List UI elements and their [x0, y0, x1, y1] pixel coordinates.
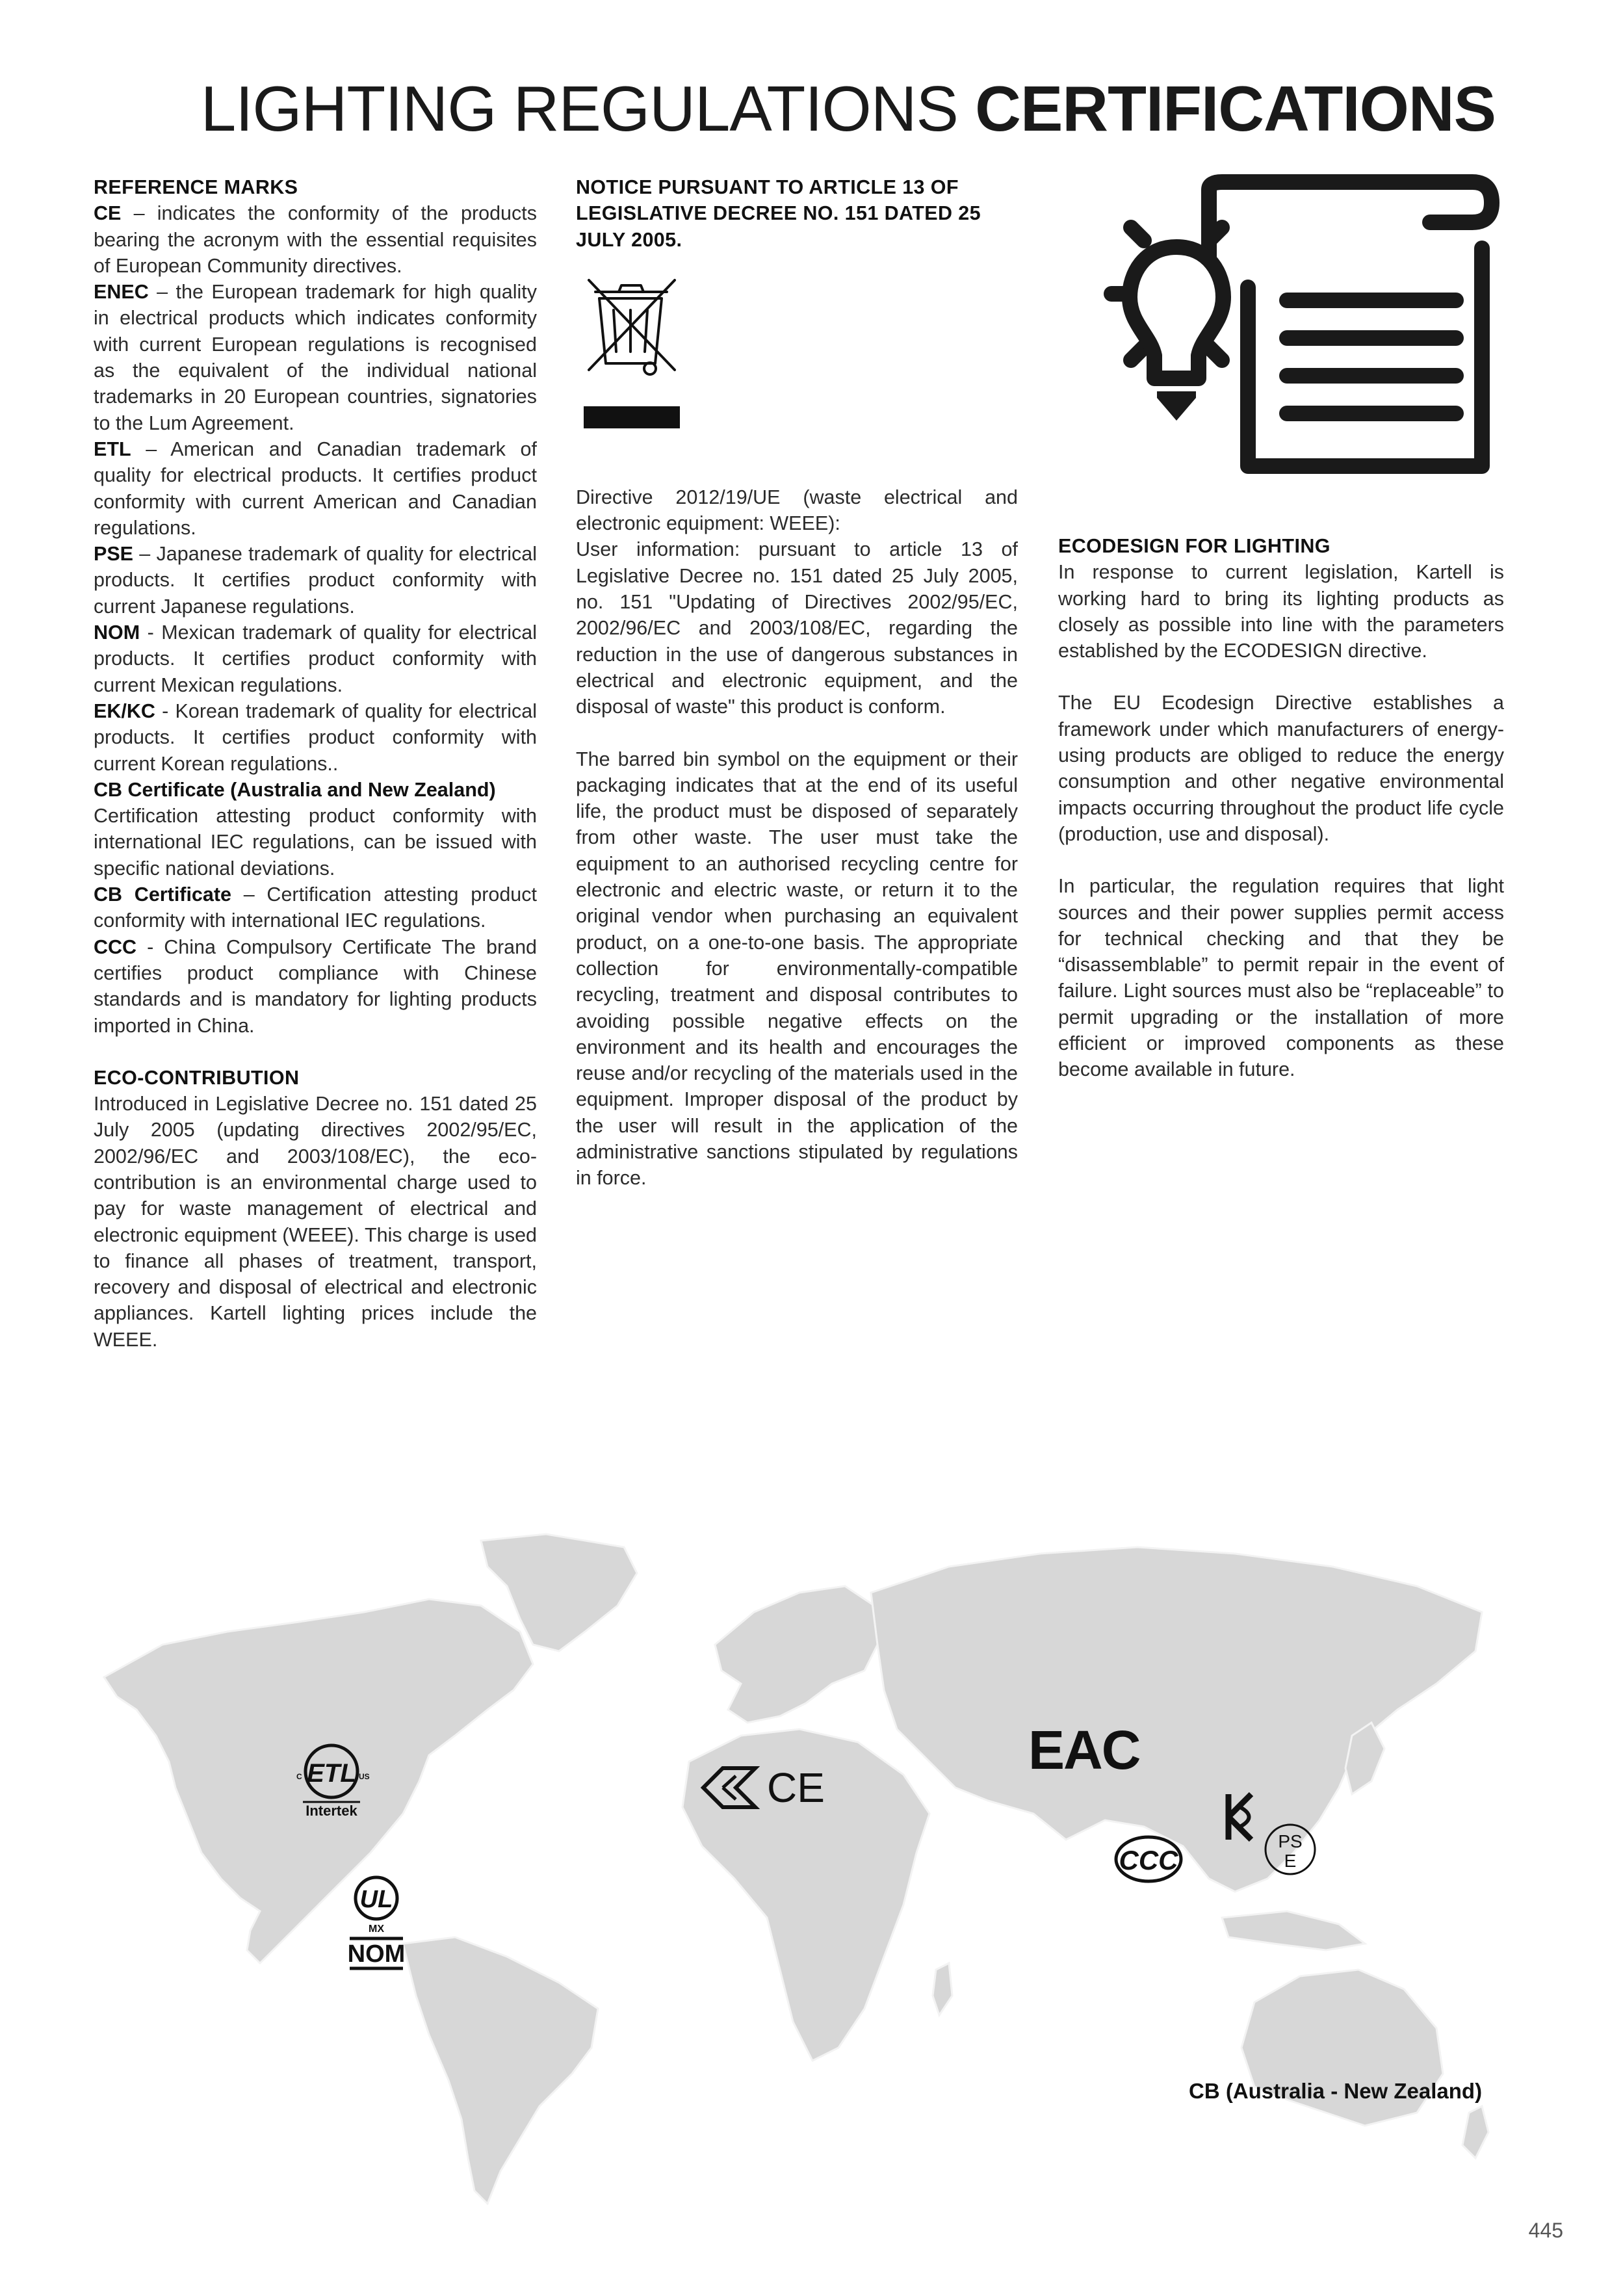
page-number: 445 [1528, 2219, 1563, 2242]
crossed-out-wheelie-bin-icon [576, 253, 706, 467]
eac-mark: EAC [1028, 1719, 1140, 1781]
page-title [200, 73, 1496, 144]
ecodesign-column [1058, 533, 1504, 1083]
ccc-mark [1113, 1833, 1184, 1885]
weee-symbol [576, 253, 1018, 484]
lightbulb-document-icon [1092, 170, 1514, 482]
svg-text:ETL: ETL [307, 1759, 356, 1788]
enec-ce-mark [697, 1762, 827, 1814]
ul-mx-label: MX [369, 1924, 384, 1935]
reference-marks-column [94, 174, 537, 1353]
notice-heading: NOTICE PURSUANT TO ARTICLE 13 OF LEGISLATIVE DECREE NO. 151 DATED 25 JULY 2005. [576, 176, 981, 251]
ref-item-ekkc: EK/KC - Korean trademark of quality for electrical products. It certifies product conformity with current Korean regulations.. [94, 699, 537, 775]
europe [715, 1586, 884, 1723]
kc-mark [1222, 1788, 1261, 1846]
notice-paragraph-1: Directive 2012/19/UE (waste electrical and electronic equipment: WEEE): [576, 486, 1018, 535]
etl-c-label: C [296, 1772, 302, 1781]
ref-item-cb-anz-text: Certification attesting product conformity with international IEC regulations, can be issued with specific national deviations. [94, 805, 537, 880]
weee-bar [584, 406, 680, 428]
cb-australia-nz-label: CB (Australia - New Zealand) [1189, 2079, 1483, 2103]
ref-item-cb-anz-heading: CB Certificate (Australia and New Zealand) [94, 778, 496, 801]
pse-line2: E [1284, 1851, 1297, 1871]
ecodesign-heading: ECODESIGN FOR LIGHTING [1058, 535, 1331, 557]
page-title-bold: CERTIFICATIONS [975, 73, 1496, 144]
ccc-label: CCC [1119, 1845, 1178, 1875]
ul-nom-mark [347, 1872, 406, 1976]
etl-mark [286, 1739, 377, 1830]
ce-label: CE [767, 1764, 825, 1811]
etl-intertek-label: Intertek [305, 1803, 357, 1819]
ref-item-ccc: CCC - China Compulsory Certificate The brand certifies product compliance with Chinese standards and is mandatory for lighting products imported in China. [94, 935, 537, 1037]
indonesia [1222, 1911, 1365, 1950]
ref-item-pse: PSE – Japanese trademark of quality for electrical products. It certifies product conformity with current Japanese regulations. [94, 543, 537, 618]
ref-item-cb: CB Certificate – Certification attesting product conformity with international IEC regulations. [94, 883, 537, 932]
ref-item-nom: NOM - Mexican trademark of quality for electrical products. It certifies product conformity with current Mexican regulations. [94, 621, 537, 696]
etl-us-label: US [359, 1772, 370, 1781]
ecodesign-paragraph-2: The EU Ecodesign Directive establishes a framework under which manufacturers of energy-using products are obliged to reduce the energy consumption and other negative environmental impacts occurring throughout the product life cycle (production, use and disposal). [1058, 692, 1504, 845]
eco-contribution-text: Introduced in Legislative Decree no. 151 dated 25 July 2005 (updating directives 2002/95/EC, 2002/96/EC and 2003/108/EC), the eco-contribution is an environmental charge used to pay for waste management of electrical and electronic equipment (WEEE). This charge is used to finance all phases of treatment, transport, recovery and disposal of electrical and electronic appliances. Kartell lighting prices include the WEEE. [94, 1093, 537, 1351]
notice-paragraph-2: User information: pursuant to article 13 of Legislative Decree no. 151 dated 25 July 2005, no. 151 "Updating of Directives 2002/95/EC, 2002/96/EC and 2003/108/EC, regarding the reduction in the use of dangerous substances in electrical and electronic equipment, and the disposal of waste" this product is conform. [576, 538, 1018, 718]
svg-text:UL: UL [359, 1886, 393, 1913]
ref-item-ce: CE – indicates the conformity of the products bearing the acronym with the essential requisites of European Community directives. [94, 202, 537, 277]
ecodesign-paragraph-1: In response to current legislation, Kartell is working hard to bring its lighting products as closely as possible into line with the parameters established by the ECODESIGN directive. [1058, 561, 1504, 662]
notice-paragraph-3: The barred bin symbol on the equipment or their packaging indicates that at the end of its useful life, the product must be disposed of separately from other waste. The user must take the equipment to an authorised recycling centre for electronic and electric waste, or return it to the original vendor when purchasing an equivalent product, on a one-to-one basis. The appropriate collection for environmentally-compatible recycling, treatment and disposal contributes to avoiding possible negative effects on the environment and its health and encourages the reuse and/or recycling of the materials used in the equipment. Improper disposal of the product by the user will result in the application of the administrative sanctions stipulated by regulations in force. [576, 748, 1018, 1190]
ref-item-etl: ETL – American and Canadian trademark of quality for electrical products. It certifies product conformity with current American and Canadian regulations. [94, 437, 537, 539]
pse-mark [1261, 1820, 1319, 1879]
ref-item-enec: ENEC – the European trademark for high quality in electrical products which indicates conformity with current European regulations is recognised as the equivalent of the individual national trademarks in 20 European countries, signatories to the Lum Agreement. [94, 281, 537, 434]
ecodesign-paragraph-3: In particular, the regulation requires that light sources and their power supplies permit access for technical checking and that they be “disassemblable” to permit repair in the event of failure. Light sources must also be “replaceable” to permit upgrading or the installation of more efficient or improved components as these become available in future. [1058, 875, 1504, 1081]
madagascar [933, 1963, 952, 2015]
new-zealand [1462, 2106, 1488, 2158]
notice-column [576, 174, 1018, 1192]
south-america [403, 1937, 598, 2204]
eco-contribution-heading: ECO-CONTRIBUTION [94, 1066, 300, 1089]
page-title-light: LIGHTING REGULATIONS [200, 73, 958, 144]
pse-line1: PS [1278, 1831, 1303, 1851]
reference-marks-heading: REFERENCE MARKS [94, 176, 298, 198]
nom-label: NOM [347, 1940, 406, 1968]
